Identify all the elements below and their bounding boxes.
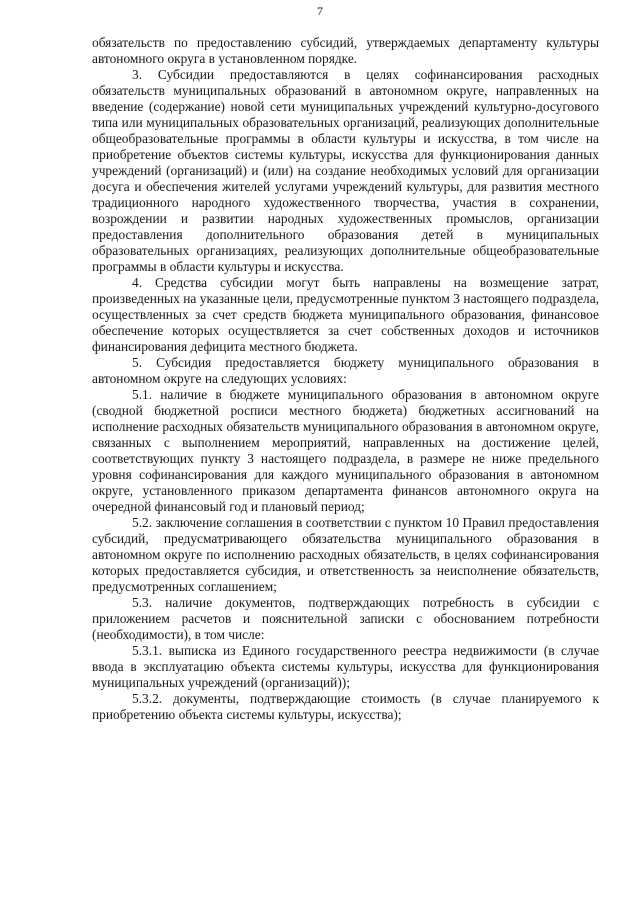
paragraph-item-5: 5. Субсидия предоставляется бюджету муниципального образования в автономном округе на следующих условиях:: [92, 355, 599, 386]
page-number: 7: [317, 4, 323, 18]
paragraph-item-3: 3. Субсидии предоставляются в целях софинансирования расходных обязательств муниципальных образований в автономном округе, направленных на введение (содержание) новой сети муниципальных учреждений культурно-досугового типа или муниципальных образовательных организаций, реализующих дополнительные общеобразовательные программы в области культуры и искусства, в том числе на приобретение объектов системы культуры, искусства для функционирования данных учреждений (организаций) и (или) на создание необходимых условий для организации досуга и обеспечения жителей услугами учреждений культуры, для развития местного традиционного народного художественного творчества, участия в сохранении, возрождении и развитии народных художественных промыслов, организации предоставления дополнительного образования детей в муниципальных образовательных организациях, реализующих дополнительные общеобразовательные программы в области культуры и искусства.: [92, 67, 599, 274]
paragraph-item-5-1: 5.1. наличие в бюджете муниципального образования в автономном округе (сводной бюджетной росписи местного бюджета) бюджетных ассигнований на исполнение расходных обязательств муниципального образования в автономном округе, связанных с выполнением мероприятий, направленных на достижение целей, соответствующих пункту 3 настоящего подраздела, в размере не ниже предельного уровня софинансирования для каждого муниципального образования в автономном округе, установленного приказом департамента финансов автономного округа на очередной финансовый год и плановый период;: [92, 387, 599, 514]
paragraph-item-5-3: 5.3. наличие документов, подтверждающих потребность в субсидии с приложением расчетов и пояснительной записки с обоснованием потребности (необходимости), в том числе:: [92, 595, 599, 642]
paragraph-item-4: 4. Средства субсидии могут быть направлены на возмещение затрат, произведенных на указанные цели, предусмотренные пунктом 3 настоящего подраздела, осуществленных за счет средств бюджета муниципального образования, финансовое обеспечение которых осуществляется за счет собственных доходов и источников финансирования дефицита местного бюджета.: [92, 275, 599, 354]
paragraph-continuation: обязательств по предоставлению субсидий, утверждаемых департаменту культуры автономного округа в установленном порядке.: [92, 35, 599, 66]
paragraph-item-5-3-1: 5.3.1. выписка из Единого государственного реестра недвижимости (в случае ввода в эксплуатацию объекта системы культуры, искусства для функционирования муниципальных учреждений (организаций));: [92, 643, 599, 690]
document-body: [92, 35, 599, 723]
paragraph-item-5-3-2: 5.3.2. документы, подтверждающие стоимость (в случае планируемого к приобретению объекта системы культуры, искусства);: [92, 691, 599, 722]
paragraph-item-5-2: 5.2. заключение соглашения в соответствии с пунктом 10 Правил предоставления субсидий, предусматривающего обязательства муниципального образования в автономном округе по исполнению расходных обязательств, в целях софинансирования которых предоставляется субсидия, и ответственность за неисполнение обязательств, предусмотренных соглашением;: [92, 515, 599, 594]
